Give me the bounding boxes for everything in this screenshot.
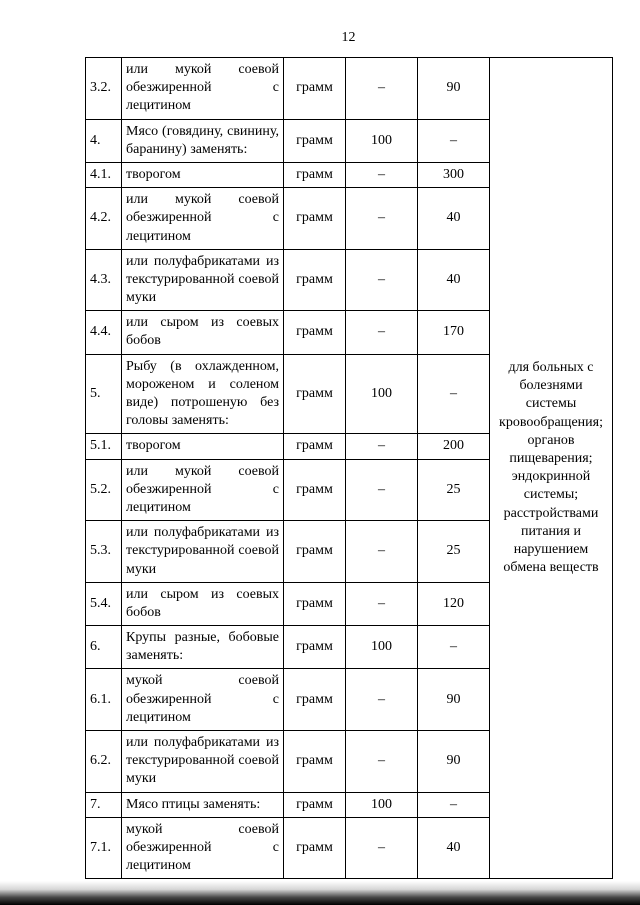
substitute-quantity-cell: 170 [418,311,490,354]
description-cell: или сыром из соевых бобов [122,582,284,625]
description-cell: Мясо (говядину, свинину, баранину) заменять: [122,119,284,162]
row-number-cell: 4.1. [86,162,122,187]
row-number-cell: 4.3. [86,249,122,311]
row-number-cell: 7.1. [86,817,122,879]
description-cell: Мясо птицы заменять: [122,792,284,817]
description-cell: или сыром из соевых бобов [122,311,284,354]
base-quantity-cell: 100 [346,354,418,434]
substitute-quantity-cell: – [418,354,490,434]
base-quantity-cell: – [346,162,418,187]
substitute-quantity-cell: – [418,119,490,162]
substitute-quantity-cell: – [418,792,490,817]
unit-cell: грамм [284,731,346,793]
base-quantity-cell: – [346,58,418,120]
base-quantity-cell: – [346,582,418,625]
substitute-quantity-cell: 25 [418,521,490,583]
row-number-cell: 4. [86,119,122,162]
table-row [86,58,613,120]
description-cell: Крупы разные, бобовые заменять: [122,626,284,669]
row-number-cell: 7. [86,792,122,817]
substitute-quantity-cell: – [418,626,490,669]
base-quantity-cell: – [346,459,418,521]
page-number: 12 [341,30,356,45]
description-cell: Рыбу (в охлажденном, мороженом и соленом виде) потрошеную без головы заменять: [122,354,284,434]
substitute-quantity-cell: 300 [418,162,490,187]
unit-cell: грамм [284,626,346,669]
row-number-cell: 4.2. [86,188,122,250]
substitute-quantity-cell: 40 [418,817,490,879]
base-quantity-cell: – [346,311,418,354]
substitute-quantity-cell: 90 [418,58,490,120]
substitute-quantity-cell: 40 [418,249,490,311]
substitute-quantity-cell: 90 [418,731,490,793]
unit-cell: грамм [284,434,346,459]
unit-cell: грамм [284,188,346,250]
description-cell: творогом [122,162,284,187]
table-body [86,58,613,879]
substitute-quantity-cell: 25 [418,459,490,521]
row-number-cell: 5.2. [86,459,122,521]
description-cell: или мукой соевой обезжиренной с лецитином [122,459,284,521]
description-cell: или мукой соевой обезжиренной с лецитином [122,188,284,250]
row-number-cell: 5.1. [86,434,122,459]
scan-artifact [0,881,640,905]
description-cell: или полуфабрикатами из текстурированной соевой муки [122,249,284,311]
unit-cell: грамм [284,521,346,583]
unit-cell: грамм [284,119,346,162]
row-number-cell: 6.2. [86,731,122,793]
description-cell: или полуфабрикатами из текстурированной соевой муки [122,731,284,793]
unit-cell: грамм [284,669,346,731]
description-cell: мукой соевой обезжиренной с лецитином [122,817,284,879]
unit-cell: грамм [284,58,346,120]
base-quantity-cell: – [346,669,418,731]
base-quantity-cell: – [346,188,418,250]
base-quantity-cell: – [346,817,418,879]
unit-cell: грамм [284,354,346,434]
row-number-cell: 3.2. [86,58,122,120]
unit-cell: грамм [284,817,346,879]
description-cell: творогом [122,434,284,459]
row-number-cell: 6.1. [86,669,122,731]
notes-cell: для больных с болезнями системы кровообращения; органов пищеварения; эндокринной системы; расстройствами питания и нарушением обмена веществ [490,58,613,879]
unit-cell: грамм [284,459,346,521]
description-cell: или мукой соевой обезжиренной с лецитином [122,58,284,120]
base-quantity-cell: 100 [346,119,418,162]
row-number-cell: 5.4. [86,582,122,625]
base-quantity-cell: – [346,731,418,793]
substitute-quantity-cell: 120 [418,582,490,625]
description-cell: мукой соевой обезжиренной с лецитином [122,669,284,731]
base-quantity-cell: 100 [346,792,418,817]
base-quantity-cell: – [346,521,418,583]
substitute-quantity-cell: 40 [418,188,490,250]
base-quantity-cell: – [346,249,418,311]
base-quantity-cell: – [346,434,418,459]
description-cell: или полуфабрикатами из текстурированной соевой муки [122,521,284,583]
substitution-table [85,57,613,879]
row-number-cell: 5.3. [86,521,122,583]
unit-cell: грамм [284,582,346,625]
base-quantity-cell: 100 [346,626,418,669]
row-number-cell: 4.4. [86,311,122,354]
substitute-quantity-cell: 90 [418,669,490,731]
substitute-quantity-cell: 200 [418,434,490,459]
unit-cell: грамм [284,249,346,311]
row-number-cell: 6. [86,626,122,669]
unit-cell: грамм [284,162,346,187]
unit-cell: грамм [284,792,346,817]
unit-cell: грамм [284,311,346,354]
row-number-cell: 5. [86,354,122,434]
